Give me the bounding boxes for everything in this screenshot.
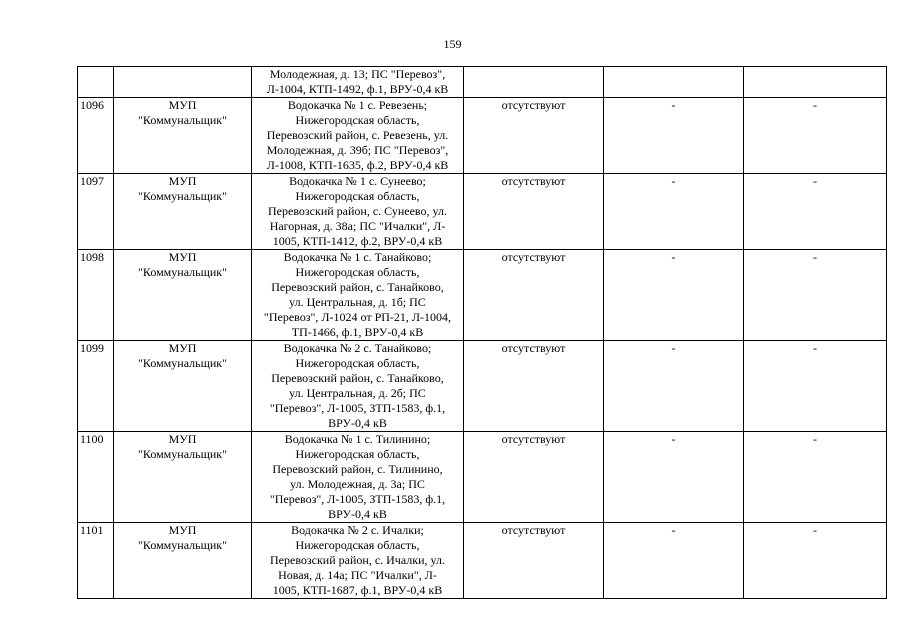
cell-col5: - bbox=[604, 98, 744, 174]
cell-number: 1100 bbox=[78, 432, 114, 523]
cell-status: отсутствуют bbox=[464, 432, 604, 523]
cell-number: 1096 bbox=[78, 98, 114, 174]
table-row bbox=[78, 174, 887, 250]
cell-col6: - bbox=[744, 523, 887, 599]
cell-status: отсутствуют bbox=[464, 174, 604, 250]
cell-col5: - bbox=[604, 523, 744, 599]
cell-col6: - bbox=[744, 174, 887, 250]
page-number: 159 bbox=[443, 37, 462, 51]
cell-col6: - bbox=[744, 250, 887, 341]
cell-status: отсутствуют bbox=[464, 341, 604, 432]
cell-organization bbox=[114, 67, 252, 98]
cell-address: Водокачка № 2 с. Ичалки; Нижегородская область, Перевозский район, с. Ичалки, ул. Новая, д. 14а; ПС "Ичалки", Л- 1005, КТП-1687, ф.1, ВРУ-0,4 кВ bbox=[252, 523, 464, 599]
facilities-table bbox=[77, 66, 887, 599]
cell-address: Молодежная, д. 13; ПС "Перевоз", Л-1004, КТП-1492, ф.1, ВРУ-0,4 кВ bbox=[252, 67, 464, 98]
cell-number: 1098 bbox=[78, 250, 114, 341]
cell-organization: МУП "Коммунальщик" bbox=[114, 250, 252, 341]
cell-status bbox=[464, 67, 604, 98]
cell-col6: - bbox=[744, 341, 887, 432]
cell-number bbox=[78, 67, 114, 98]
cell-address: Водокачка № 1 с. Тилинино; Нижегородская область, Перевозский район, с. Тилинино, ул. Молодежная, д. 3а; ПС "Перевоз", Л-1005, ЗТП-1583, ф.1, ВРУ-0,4 кВ bbox=[252, 432, 464, 523]
cell-organization: МУП "Коммунальщик" bbox=[114, 432, 252, 523]
cell-col5: - bbox=[604, 174, 744, 250]
cell-organization: МУП "Коммунальщик" bbox=[114, 523, 252, 599]
cell-col5 bbox=[604, 67, 744, 98]
cell-col6 bbox=[744, 67, 887, 98]
cell-col5: - bbox=[604, 250, 744, 341]
cell-status: отсутствуют bbox=[464, 523, 604, 599]
cell-col5: - bbox=[604, 341, 744, 432]
table-row bbox=[78, 250, 887, 341]
cell-number: 1097 bbox=[78, 174, 114, 250]
cell-address: Водокачка № 1 с. Танайково; Нижегородская область, Перевозский район, с. Танайково, ул. Центральная, д. 1б; ПС "Перевоз", Л-1024 от РП-21, Л-1004, ТП-1466, ф.1, ВРУ-0,4 кВ bbox=[252, 250, 464, 341]
cell-address: Водокачка № 1 с. Сунеево; Нижегородская область, Перевозский район, с. Сунеево, ул. Нагорная, д. 38а; ПС "Ичалки", Л- 1005, КТП-1412, ф.2, ВРУ-0,4 кВ bbox=[252, 174, 464, 250]
cell-organization: МУП "Коммунальщик" bbox=[114, 174, 252, 250]
cell-status: отсутствуют bbox=[464, 250, 604, 341]
table-row bbox=[78, 98, 887, 174]
cell-address: Водокачка № 1 с. Ревезень; Нижегородская область, Перевозский район, с. Ревезень, ул. Молодежная, д. 39б; ПС "Перевоз", Л-1008, КТП-1635, ф.2, ВРУ-0,4 кВ bbox=[252, 98, 464, 174]
cell-number: 1099 bbox=[78, 341, 114, 432]
cell-status: отсутствуют bbox=[464, 98, 604, 174]
continuation-row bbox=[78, 67, 887, 98]
table-row bbox=[78, 341, 887, 432]
table-row bbox=[78, 432, 887, 523]
table-row bbox=[78, 523, 887, 599]
cell-organization: МУП "Коммунальщик" bbox=[114, 341, 252, 432]
cell-col6: - bbox=[744, 432, 887, 523]
cell-col5: - bbox=[604, 432, 744, 523]
cell-address: Водокачка № 2 с. Танайково; Нижегородская область, Перевозский район, с. Танайково, ул. Центральная, д. 2б; ПС "Перевоз", Л-1005, ЗТП-1583, ф.1, ВРУ-0,4 кВ bbox=[252, 341, 464, 432]
cell-col6: - bbox=[744, 98, 887, 174]
cell-organization: МУП "Коммунальщик" bbox=[114, 98, 252, 174]
cell-number: 1101 bbox=[78, 523, 114, 599]
